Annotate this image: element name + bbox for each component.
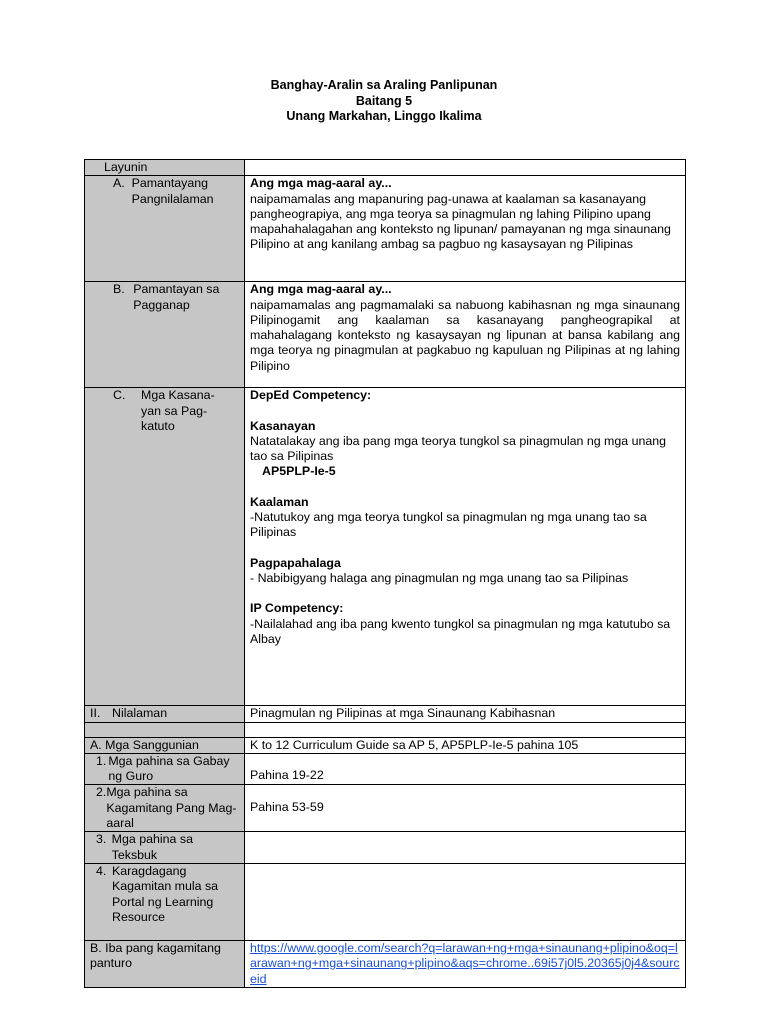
r1-value: Pahina 19-22 — [245, 753, 686, 785]
value-cell — [245, 722, 686, 737]
c-marker: C. — [113, 388, 126, 403]
c-label: Mga Kasana-yan sa Pag-katuto — [141, 388, 215, 433]
row-pamantayang-pangnilalaman — [85, 176, 686, 282]
b-label: Pamantayan sa Pagganap — [133, 282, 220, 312]
b-heading: Ang mga mag-aaral ay... — [250, 282, 392, 297]
value-cell — [245, 388, 686, 706]
ip-competency-text: -Nailalahad ang iba pang kwento tungkol sa pinagmulan ng mga katutubo sa Albay — [250, 616, 671, 646]
deped-competency-heading: DepEd Competency: — [250, 388, 372, 403]
label-cell — [85, 388, 245, 706]
label-cell — [85, 753, 245, 785]
r4-marker: 4. — [96, 863, 107, 878]
label-cell — [85, 863, 245, 940]
kasanayan-text: Natatalakay ang iba pang mga teorya tungkol sa pinagmulan ng mga unang tao sa Pilipinas — [250, 433, 667, 464]
a-text: naipamamalas ang mapanuring pag-unawa at kaalaman sa kasanayang pangheograpiya, ang mga teorya sa pinagmulan ng lahing Pilipino upang mapahahalagahan ang konteksto ng lipunan/ pamayanan ng mga sinaunang Pilipino at ang kanilang ambag sa pagbuo ng kasaysayan ng Pilipinas — [250, 191, 671, 252]
kasanayan-heading: Kasanayan — [250, 418, 316, 433]
r4-value — [245, 863, 686, 940]
competency-code: AP5PLP-Ie-5 — [262, 464, 336, 479]
row-layunin — [85, 160, 686, 176]
r3-label: Mga pahina sa Teksbuk — [111, 832, 193, 862]
label-cell — [85, 706, 245, 722]
label-cell — [85, 785, 245, 832]
row-gabay-ng-guro — [85, 753, 686, 785]
sanggunian-value: K to 12 Curriculum Guide sa AP 5, AP5PLP-Ie-5 pahina 105 — [245, 737, 686, 753]
sanggunian-label: A. Mga Sanggunian — [85, 737, 245, 753]
nilalaman-value: Pinagmulan ng Pilipinas at mga Sinaunang Kabihasnan — [245, 706, 686, 722]
row-kagamitang-pang-mag-aaral — [85, 785, 686, 832]
r1-label: Mga pahina sa Gabay ng Guro — [108, 753, 230, 784]
pagpapahalaga-text: - Nabibigyang halaga ang pinagmulan ng mga unang tao sa Pilipinas — [250, 570, 629, 585]
google-search-link[interactable]: https://www.google.com/search?q=larawan+ng+mga+sinaunang+plipino&oq=larawan+ng+mga+sinaunang+plipino&aqs=chrome..69i57j0l5.20365j0j4&sourceid — [250, 940, 680, 986]
row-iba-pang-kagamitan — [85, 940, 686, 987]
kaalaman-heading: Kaalaman — [250, 494, 309, 509]
label-cell — [85, 722, 245, 737]
r2-value: Pahina 53-59 — [245, 785, 686, 832]
b-marker: B. — [113, 282, 125, 297]
row-portal-learning-resource — [85, 863, 686, 940]
layunin-label: Layunin — [104, 160, 148, 174]
r3-marker: 3. — [96, 832, 107, 847]
header-grade: Baitang 5 — [355, 93, 413, 108]
label-cell — [85, 832, 245, 864]
a-heading: Ang mga mag-aaral ay... — [250, 176, 392, 191]
iba-label: B. Iba pang kagamitang panturo — [90, 940, 221, 971]
nilalaman-label: Nilalaman — [112, 706, 168, 721]
row-pamantayan-sa-pagganap — [85, 282, 686, 388]
row-spacer — [85, 722, 686, 737]
pagpapahalaga-heading: Pagpapahalaga — [250, 555, 341, 570]
document-header — [0, 78, 768, 125]
value-cell — [245, 940, 686, 987]
value-cell — [245, 160, 686, 176]
row-teksbuk — [85, 832, 686, 864]
value-cell — [245, 282, 686, 388]
header-title: Banghay-Aralin sa Araling Panlipunan — [270, 78, 498, 92]
nilalaman-marker: II. — [90, 706, 101, 721]
r2-label: Mga pahina sa Kagamitang Pang Mag-aaral — [106, 785, 237, 831]
row-nilalaman — [85, 706, 686, 722]
r2-marker: 2. — [96, 785, 107, 800]
label-cell — [85, 176, 245, 282]
r4-label: Karagdagang Kagamitan mula sa Portal ng Learning Resource — [112, 863, 219, 924]
header-quarter-week: Unang Markahan, Linggo Ikalima — [286, 109, 482, 123]
b-text: naipamamalas ang pagmamalaki sa nabuong kabihasnan ng mga sinaunang Pilipinogamit ang kaalaman sa kasanayang pangheograpikal at mahahalagang konteksto ng kasaysayan ng lipunan at bansa kabilang ang mga teorya ng pinagmulan at pagkabuo ng kapuluan ng Pilipinas at ng lahing Pilipino — [250, 297, 680, 373]
value-cell — [245, 176, 686, 282]
kaalaman-text: -Natutukoy ang mga teorya tungkol sa pinagmulan ng mga unang tao sa Pilipinas — [250, 510, 647, 540]
label-cell — [85, 940, 245, 987]
a-label: Pamantayang Pangnilalaman — [131, 176, 214, 206]
label-cell — [85, 282, 245, 388]
r3-value — [245, 832, 686, 864]
r1-marker: 1. — [96, 753, 107, 768]
row-mga-sanggunian — [85, 737, 686, 753]
a-marker: A. — [113, 176, 125, 191]
lesson-plan-table — [84, 159, 686, 988]
row-mga-kasanayan — [85, 388, 686, 706]
ip-competency-heading: IP Competency: — [250, 601, 344, 616]
label-cell — [85, 160, 245, 176]
